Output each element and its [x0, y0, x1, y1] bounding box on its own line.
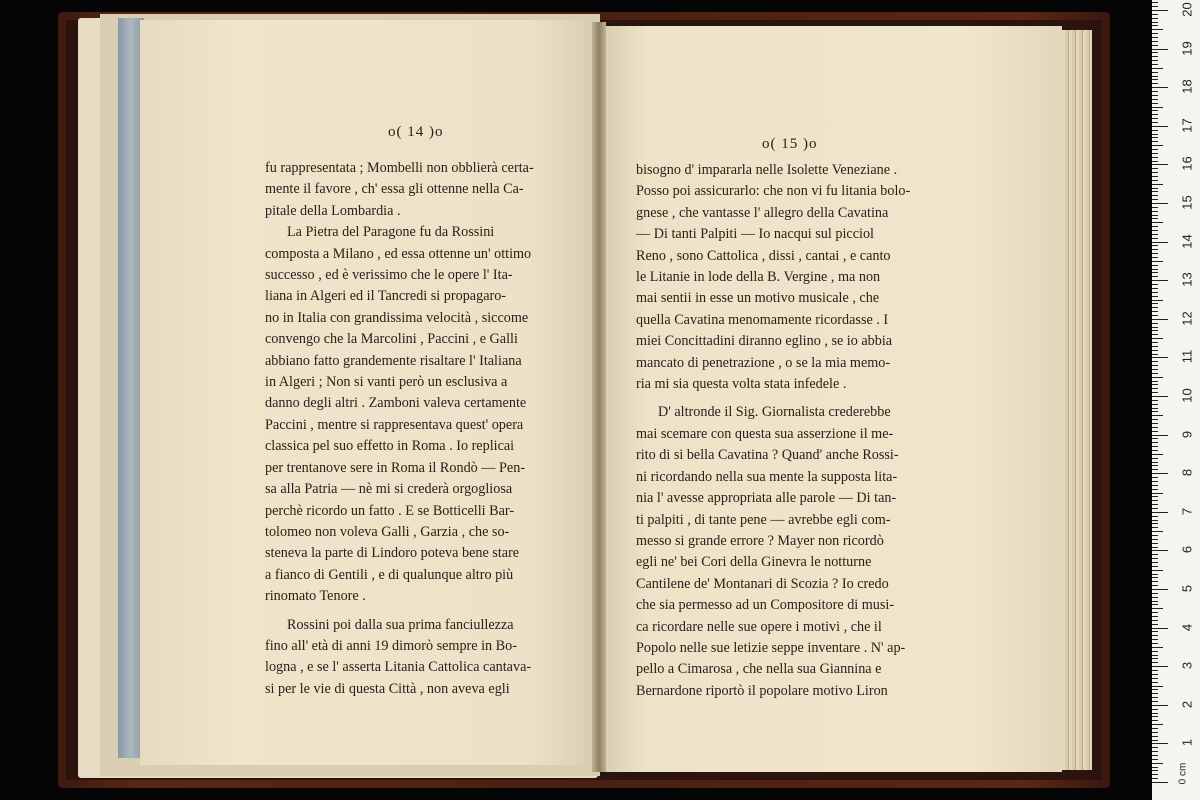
ruler-tick: [1152, 91, 1158, 92]
right-page-number: o( 15 )o: [762, 136, 818, 152]
ruler-label: 5: [1179, 584, 1195, 593]
ruler-tick: [1152, 724, 1163, 725]
text-line: Cantilene de' Montanari di Scozia ? Io credo: [636, 575, 889, 592]
ruler-tick: [1152, 446, 1158, 447]
ruler-tick: [1152, 550, 1168, 551]
ruler-tick: [1152, 728, 1158, 729]
ruler-tick: [1152, 686, 1163, 687]
text-line: rinomato Tenore .: [265, 588, 366, 605]
ruler-label: 8: [1179, 469, 1195, 477]
ruler-tick: [1152, 493, 1163, 494]
text-line: composta a Milano , ed essa ottenne un' ottimo: [265, 245, 532, 262]
ruler-tick: [1152, 589, 1168, 590]
text-line: successo , ed è verissimo che le opere l' Ita-: [265, 267, 513, 284]
ruler-tick: [1152, 76, 1158, 77]
ruler-tick: [1152, 523, 1158, 524]
ruler-tick: [1152, 153, 1158, 154]
ruler-tick: [1152, 56, 1158, 57]
text-line: convengo che la Marcolini , Paccini , e Galli: [265, 331, 518, 348]
right-page-text: [636, 160, 954, 702]
ruler-tick: [1152, 666, 1168, 667]
ruler-tick: [1152, 392, 1158, 393]
text-line: ca ricordare nelle sue opere i motivi , che il: [636, 618, 882, 635]
text-line: Reno , sono Cattolica , dissi , cantai , e canto: [636, 247, 891, 264]
ruler-tick: [1152, 408, 1158, 409]
ruler-tick: [1152, 400, 1158, 401]
ruler-tick: [1152, 662, 1158, 663]
ruler-tick: [1152, 365, 1158, 366]
ruler-tick: [1152, 269, 1158, 270]
ruler-tick: [1152, 199, 1158, 200]
ruler-tick: [1152, 257, 1158, 258]
text-line: logna , e se l' asserta Litania Cattolica cantava-: [265, 659, 532, 676]
ruler-tick: [1152, 782, 1168, 783]
ruler-tick: [1152, 6, 1158, 7]
ruler-label: 2: [1179, 700, 1195, 708]
text-line: Popolo nelle sue letizie seppe inventare . N' ap-: [636, 639, 906, 656]
ruler-tick: [1152, 315, 1158, 316]
ruler-tick: [1152, 508, 1158, 509]
text-line: si per le vie di questa Città , non aveva egli: [265, 680, 510, 697]
ruler-unit-label: 0 cm: [1177, 762, 1189, 785]
text-line: Paccini , mentre si rappresentava quest' opera: [265, 416, 524, 433]
ruler-tick: [1152, 631, 1158, 632]
ruler-tick: [1152, 581, 1158, 582]
ruler-tick: [1152, 566, 1158, 567]
ruler-tick: [1152, 450, 1158, 451]
text-line: Bernardone riportò il popolare motivo Liron: [636, 682, 888, 699]
ruler-tick: [1152, 130, 1158, 131]
ruler-tick: [1152, 604, 1158, 605]
text-line: steneva la parte di Lindoro poteva bene stare: [265, 545, 520, 562]
text-line: fu rappresentata ; Mombelli non obblierà certa-: [265, 160, 534, 176]
ruler-tick: [1152, 477, 1158, 478]
text-line: in Algeri ; Non si vanti però un esclusiva a: [265, 374, 508, 391]
text-line: messo si grande errore ? Mayer non ricordò: [636, 532, 884, 549]
text-line: egli ne' bei Cori della Ginevra le notturne: [636, 554, 872, 571]
ruler-tick: [1152, 361, 1158, 362]
ruler-tick: [1152, 427, 1158, 428]
ruler-tick: [1152, 319, 1168, 320]
ruler-tick: [1152, 110, 1158, 111]
paragraph-gap: [636, 395, 954, 402]
ruler-tick: [1152, 562, 1158, 563]
ruler-tick: [1152, 435, 1168, 436]
ruler-tick: [1152, 60, 1158, 61]
ruler-tick: [1152, 655, 1158, 656]
ruler-label: 12: [1179, 311, 1195, 326]
ruler-tick: [1152, 716, 1158, 717]
ruler-tick: [1152, 647, 1163, 648]
ruler-tick: [1152, 188, 1158, 189]
ruler-label: 13: [1179, 272, 1195, 287]
text-line: danno degli altri . Zamboni valeva certamente: [265, 395, 527, 412]
ruler-tick: [1152, 585, 1158, 586]
ruler-tick: [1152, 272, 1158, 273]
ruler-tick: [1152, 454, 1163, 455]
ruler-tick: [1152, 327, 1158, 328]
book-gutter: [592, 22, 606, 772]
ruler-tick: [1152, 574, 1158, 575]
ruler-tick: [1152, 527, 1158, 528]
ruler-tick: [1152, 689, 1158, 690]
ruler-tick: [1152, 531, 1163, 532]
ruler-tick: [1152, 172, 1158, 173]
ruler-tick: [1152, 736, 1158, 737]
ruler-tick: [1152, 369, 1158, 370]
ruler-tick: [1152, 431, 1158, 432]
ruler-tick: [1152, 211, 1158, 212]
text-line: sa alla Patria — nè mi si crederà orgogliosa: [265, 481, 513, 498]
ruler-tick: [1152, 520, 1158, 521]
ruler-label: 14: [1179, 233, 1195, 249]
ruler-tick: [1152, 608, 1163, 609]
text-line: — Di tanti Palpiti — Io nacqui sul picciol: [636, 226, 875, 243]
paragraph-gap: [265, 608, 581, 615]
ruler-tick: [1152, 357, 1168, 358]
ruler-tick: [1152, 755, 1158, 756]
ruler-tick: [1152, 87, 1168, 88]
text-line: ria mi sia questa volta stata infedele .: [636, 376, 847, 393]
right-page-edges: [1058, 30, 1092, 770]
ruler-tick: [1152, 238, 1158, 239]
ruler-tick: [1152, 381, 1158, 382]
ruler-tick: [1152, 547, 1158, 548]
text-line: nia l' avesse appropriata alle parole — Di tan-: [636, 490, 897, 507]
ruler-tick: [1152, 195, 1158, 196]
ruler-label: 19: [1179, 40, 1195, 56]
ruler-tick: [1152, 64, 1158, 65]
ruler-tick: [1152, 184, 1163, 185]
ruler-tick: [1152, 176, 1158, 177]
text-line: abbiano fatto grandemente risaltare l' Italiana: [265, 352, 522, 369]
ruler-tick: [1152, 149, 1158, 150]
ruler-tick: [1152, 261, 1163, 262]
text-line: mente il favore , ch' essa gli ottenne nella Ca-: [265, 181, 524, 198]
ruler-tick: [1152, 218, 1158, 219]
ruler-tick: [1152, 554, 1158, 555]
ruler-tick: [1152, 701, 1158, 702]
text-line: pello a Cimarosa , che nella sua Giannina e: [636, 661, 882, 678]
ruler-tick: [1152, 10, 1168, 11]
ruler-tick: [1152, 462, 1158, 463]
text-line: le Litanie in lode della B. Vergine , ma non: [636, 269, 881, 286]
ruler-label: 16: [1179, 156, 1195, 172]
ruler-tick: [1152, 697, 1158, 698]
text-line: tolomeo non voleva Galli , Garzia , che so-: [265, 523, 510, 540]
ruler-tick: [1152, 107, 1163, 108]
ruler-label: 6: [1179, 546, 1195, 554]
ruler-tick: [1152, 535, 1158, 536]
ruler-tick: [1152, 342, 1158, 343]
ruler-tick: [1152, 49, 1168, 50]
ruler-tick: [1152, 539, 1158, 540]
ruler-tick: [1152, 141, 1158, 142]
ruler-tick: [1152, 95, 1158, 96]
ruler-tick: [1152, 292, 1158, 293]
text-line: mancato di penetrazione , o se la mia memo-: [636, 354, 891, 371]
ruler-tick: [1152, 14, 1158, 15]
ruler-tick: [1152, 759, 1158, 760]
ruler-tick: [1152, 705, 1168, 706]
ruler-tick: [1152, 593, 1158, 594]
ruler-tick: [1152, 180, 1158, 181]
ruler-label: 10: [1179, 388, 1195, 403]
ruler-tick: [1152, 300, 1163, 301]
ruler-tick: [1152, 438, 1158, 439]
ruler-tick: [1152, 743, 1168, 744]
ruler-tick: [1152, 245, 1158, 246]
ruler-tick: [1152, 25, 1158, 26]
ruler-tick: [1152, 284, 1158, 285]
ruler-tick: [1152, 504, 1158, 505]
ruler-tick: [1152, 465, 1158, 466]
ruler-tick: [1152, 377, 1163, 378]
ruler-tick: [1152, 767, 1158, 768]
ruler-tick: [1152, 191, 1158, 192]
ruler-label: 11: [1179, 350, 1195, 364]
ruler-tick: [1152, 620, 1158, 621]
ruler-tick: [1152, 616, 1158, 617]
ruler-tick: [1152, 137, 1158, 138]
ruler-tick: [1152, 643, 1158, 644]
ruler-tick: [1152, 635, 1158, 636]
ruler-tick: [1152, 496, 1158, 497]
ruler-tick: [1152, 2, 1158, 3]
ruler-tick: [1152, 354, 1158, 355]
ruler-tick: [1152, 296, 1158, 297]
ruler-tick: [1152, 373, 1158, 374]
ruler-label: 9: [1179, 430, 1195, 438]
ruler-tick: [1152, 303, 1158, 304]
ruler-tick: [1152, 68, 1163, 69]
ruler-tick: [1152, 350, 1158, 351]
ruler-tick: [1152, 253, 1158, 254]
text-line: no in Italia con grandissima velocità , siccome: [265, 309, 529, 326]
ruler-tick: [1152, 396, 1168, 397]
ruler-tick: [1152, 168, 1158, 169]
ruler-tick: [1152, 512, 1168, 513]
ruler-tick: [1152, 516, 1158, 517]
ruler-label: 1: [1179, 739, 1195, 747]
ruler-tick: [1152, 485, 1158, 486]
ruler-tick: [1152, 458, 1158, 459]
ruler-tick: [1152, 423, 1158, 424]
ruler-tick: [1152, 720, 1158, 721]
ruler-tick: [1152, 280, 1168, 281]
ruler-label: 4: [1179, 623, 1195, 631]
ruler-tick: [1152, 72, 1158, 73]
ruler-tick: [1152, 52, 1158, 53]
ruler-tick: [1152, 323, 1158, 324]
ruler-tick: [1152, 628, 1168, 629]
text-line: che sia permesso ad un Compositore di musi-: [636, 597, 895, 614]
ruler-tick: [1152, 500, 1158, 501]
ruler-tick: [1152, 558, 1158, 559]
ruler-tick: [1152, 404, 1158, 405]
ruler-tick: [1152, 612, 1158, 613]
ruler-tick: [1152, 763, 1163, 764]
ruler-tick: [1152, 45, 1158, 46]
text-line: mai sentii in esse un motivo musicale , che: [636, 290, 880, 307]
ruler-tick: [1152, 22, 1158, 23]
ruler-tick: [1152, 639, 1158, 640]
ruler-tick: [1152, 346, 1158, 347]
text-line: liana in Algeri ed il Tancredi si propagaro-: [265, 288, 507, 305]
ruler-tick: [1152, 770, 1158, 771]
ruler-tick: [1152, 207, 1158, 208]
text-line: perchè ricordo un fatto . E se Botticelli Bar-: [265, 502, 515, 519]
text-line: a fianco di Gentili , e di qualunque altro più: [265, 566, 514, 583]
ruler-tick: [1152, 307, 1158, 308]
ruler-tick: [1152, 338, 1163, 339]
ruler-tick: [1152, 215, 1158, 216]
text-line: gnese , che vantasse l' allegro della Cavatina: [636, 204, 889, 221]
ruler-tick: [1152, 419, 1158, 420]
ruler-tick: [1152, 118, 1158, 119]
ruler-tick: [1152, 481, 1158, 482]
ruler-tick: [1152, 570, 1163, 571]
ruler-tick: [1152, 164, 1168, 165]
ruler-tick: [1152, 29, 1163, 30]
ruler-tick: [1152, 83, 1158, 84]
ruler-tick: [1152, 37, 1158, 38]
left-page-text: [265, 158, 581, 700]
ruler-tick: [1152, 674, 1158, 675]
ruler-tick: [1152, 651, 1158, 652]
text-line: pitale della Lombardia .: [265, 202, 401, 219]
ruler-tick: [1152, 658, 1158, 659]
ruler-tick: [1152, 682, 1158, 683]
text-line: classica pel suo effetto in Roma . Io replicai: [265, 438, 515, 455]
ruler-tick: [1152, 678, 1158, 679]
ruler-tick: [1152, 601, 1158, 602]
left-page-number: o( 14 )o: [388, 124, 444, 140]
ruler-tick: [1152, 234, 1158, 235]
ruler-tick: [1152, 388, 1158, 389]
ruler-tick: [1152, 384, 1158, 385]
ruler-tick: [1152, 489, 1158, 490]
ruler-tick: [1152, 249, 1158, 250]
ruler-tick: [1152, 311, 1158, 312]
ruler-tick: [1152, 203, 1168, 204]
ruler-tick: [1152, 157, 1158, 158]
ruler-tick: [1152, 774, 1158, 775]
ruler-tick: [1152, 670, 1158, 671]
ruler-tick: [1152, 134, 1158, 135]
ruler-tick: [1152, 543, 1158, 544]
text-line: mai scemare con questa sua asserzione il me-: [636, 425, 894, 442]
ruler-tick: [1152, 693, 1158, 694]
ruler-tick: [1152, 79, 1158, 80]
ruler-label: 3: [1179, 662, 1195, 670]
text-line: fino all' età di anni 19 dimorò sempre in Bo-: [265, 637, 517, 654]
ruler-tick: [1152, 18, 1158, 19]
ruler-tick: [1152, 103, 1158, 104]
text-line: D' altronde il Sig. Giornalista crederebbe: [658, 404, 891, 421]
ruler-tick: [1152, 122, 1158, 123]
text-line: quella Cavatina menomamente ricordasse . I: [636, 311, 889, 328]
text-line: Posso poi assicurarlo: che non vi fu litania bolo-: [636, 183, 911, 200]
ruler-tick: [1152, 713, 1158, 714]
text-line: per trentanove sere in Roma il Rondò — Pen-: [265, 459, 526, 476]
ruler-tick: [1152, 276, 1158, 277]
text-line: ti palpiti , di tante pene — avrebbe egli com-: [636, 511, 891, 528]
text-line: Rossini poi dalla sua prima fanciullezza: [287, 616, 514, 633]
ruler-tick: [1152, 740, 1158, 741]
ruler-tick: [1152, 265, 1158, 266]
ruler-tick: [1152, 334, 1158, 335]
text-line: miei Concittadini diranno eglino , se io abbia: [636, 333, 893, 350]
ruler-tick: [1152, 709, 1158, 710]
text-line: bisogno d' impararla nelle Isolette Veneziane .: [636, 162, 898, 178]
ruler-tick: [1152, 415, 1163, 416]
text-line: rito di si bella Cavatina ? Quand' anche Rossi-: [636, 447, 899, 464]
ruler-tick: [1152, 242, 1168, 243]
ruler-tick: [1152, 411, 1158, 412]
ruler-tick: [1152, 732, 1158, 733]
ruler-tick: [1152, 330, 1158, 331]
ruler-label: 18: [1179, 79, 1195, 94]
ruler-tick: [1152, 577, 1158, 578]
ruler-tick: [1152, 41, 1158, 42]
ruler-tick: [1152, 778, 1158, 779]
ruler-tick: [1152, 161, 1158, 162]
ruler-label: 7: [1179, 507, 1195, 515]
ruler-label: 15: [1179, 195, 1195, 210]
ruler-tick: [1152, 226, 1158, 227]
ruler-tick: [1152, 288, 1158, 289]
ruler-tick: [1152, 33, 1158, 34]
ruler-tick: [1152, 126, 1168, 127]
ruler-tick: [1152, 230, 1158, 231]
ruler-tick: [1152, 473, 1168, 474]
ruler-label: 17: [1179, 118, 1195, 133]
ruler-tick: [1152, 99, 1158, 100]
ruler-label: 20: [1179, 2, 1195, 17]
text-line: ni ricordando nella sua mente la supposta lita-: [636, 468, 898, 485]
ruler-tick: [1152, 624, 1158, 625]
text-line: La Pietra del Paragone fu da Rossini: [287, 224, 495, 241]
ruler-tick: [1152, 114, 1158, 115]
ruler-tick: [1152, 442, 1158, 443]
ruler-tick: [1152, 751, 1158, 752]
ruler-tick: [1152, 597, 1158, 598]
ruler-tick: [1152, 747, 1158, 748]
ruler-tick: [1152, 469, 1158, 470]
ruler-tick: [1152, 222, 1163, 223]
ruler-tick: [1152, 145, 1163, 146]
